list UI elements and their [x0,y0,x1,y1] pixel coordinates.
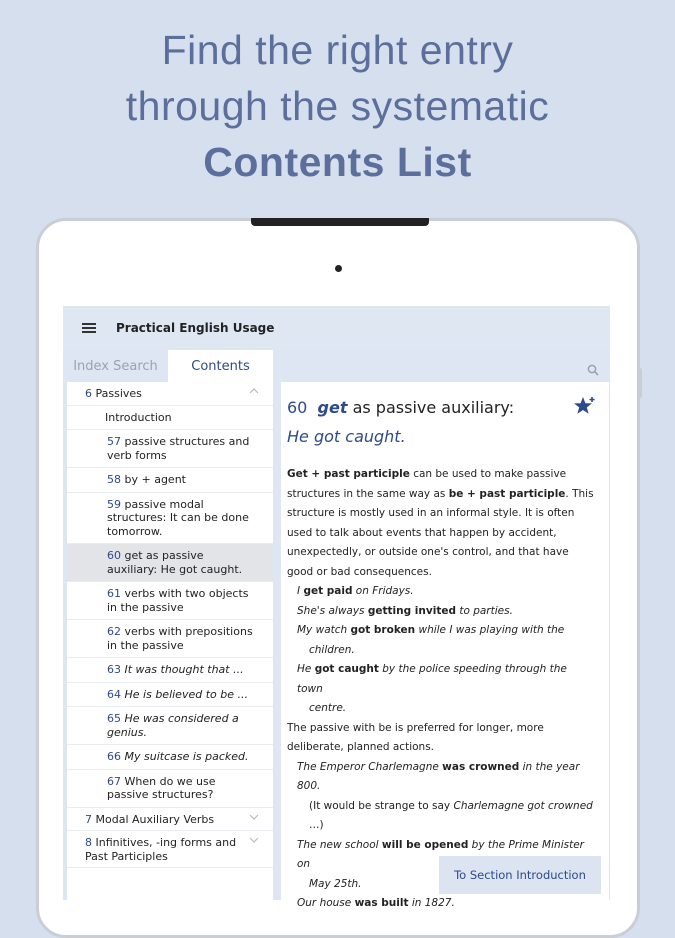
example-2 [287,602,595,622]
item-number: 64 [107,687,121,701]
item-label: It was thought that ... [124,663,244,676]
text: She's always [297,604,368,617]
bold-text: got broken [350,624,416,636]
section-number: 6 [85,387,92,400]
example-1 [287,582,595,602]
item-label: Introduction [105,410,172,424]
bold-text: get paid [303,585,353,597]
item-number: 58 [107,473,121,486]
contents-item-59[interactable] [67,493,273,545]
tablet-notch [251,218,429,226]
italic-text: Charlemagne got crowned [453,799,593,812]
entry-title [287,398,514,417]
tab-bar [63,350,273,382]
example-6-cont: May 25th. [309,877,362,890]
bold-text: was built [354,897,409,909]
section-intro-button[interactable]: To Section Introduction [439,856,601,894]
item-label: He was considered a genius. [107,712,239,739]
app-bar [63,306,610,350]
tab-index-search[interactable]: Index Search [63,350,168,382]
item-label: verbs with prepositions in the passive [107,625,253,652]
camera-icon [335,265,342,272]
tab-contents[interactable]: Contents [168,350,273,382]
bold-text: getting invited [367,604,456,617]
item-number: 65 [107,712,121,725]
contents-item-60-selected[interactable] [67,544,273,582]
entry-paragraph-1 [287,465,595,582]
chevron-down-icon[interactable] [249,837,259,843]
item-label: He is believed to be ... [124,687,248,701]
example-7 [287,894,595,914]
contents-section-6[interactable] [67,382,273,406]
contents-item-61[interactable] [67,582,273,620]
entry-panel [281,382,609,909]
chevron-up-icon[interactable] [249,388,259,394]
contents-item-66[interactable] [67,745,273,770]
text: on Fridays. [352,585,414,597]
chevron-down-icon[interactable] [249,814,259,820]
item-number: 63 [107,663,121,676]
section-number: 7 [85,812,92,826]
example-3 [287,621,595,641]
text: The Emperor Charlemagne [297,760,443,773]
app-title: Practical English Usage [116,321,275,335]
bold-text: will be opened [381,838,469,851]
text: in the year 800. [297,760,580,792]
item-label: get as passive auxiliary: He got caught. [107,549,243,576]
example-5-note [287,797,595,817]
text: He [297,663,315,675]
contents-item-62[interactable] [67,620,273,658]
item-label: My suitcase is packed. [124,750,249,763]
section-number: 8 [85,836,92,849]
example-4-cont: centre. [309,702,347,714]
section-label: Passives [95,387,142,400]
contents-item-63[interactable] [67,658,273,683]
item-number: 66 [107,750,121,763]
item-label: verbs with two objects in the passive [107,587,249,614]
headline-line-1: Find the right entry [161,27,514,73]
item-label: by + agent [124,473,186,486]
text: to parties. [455,604,513,617]
text: (It would be strange to say [309,799,454,812]
volume-button [638,368,642,398]
entry-number: 60 [287,398,308,417]
example-5 [287,758,595,797]
item-number: 67 [107,774,121,788]
entry-subtitle: He got caught. [287,427,406,446]
menu-icon[interactable] [82,321,96,335]
entry-paragraph-2: The passive with be is preferred for longer, more deliberate, planned actions. [287,721,544,753]
entry-word: get [317,398,348,417]
text: in 1827. [408,897,455,909]
contents-list [67,382,273,900]
section-label: Modal Auxiliary Verbs [95,812,215,826]
search-icon[interactable] [587,364,599,376]
text: while I was playing with the [415,624,565,636]
star-icon[interactable] [573,394,597,418]
item-number: 61 [107,587,121,600]
contents-item-65[interactable] [67,707,273,745]
item-label: When do we use passive structures? [107,774,216,801]
contents-item-67[interactable] [67,770,273,808]
bold-text: be + past participle [448,487,566,500]
example-4 [287,660,595,699]
app-screen [63,306,610,909]
text: . This structure is mostly used in an informal style. It is often used to talk about events that happen by accident, unexpectedly, or outside one's control, and that have good or bad consequences. [287,487,594,578]
example-3-cont: children. [309,643,355,656]
contents-item-64[interactable] [67,683,273,708]
contents-item-57[interactable] [67,430,273,468]
text: The new school [297,838,382,851]
item-number: 62 [107,625,121,638]
item-label: passive modal structures: It can be done tomorrow. [107,497,249,538]
item-number: 60 [107,549,121,562]
bold-text: was crowned [442,760,520,773]
contents-section-8[interactable] [67,831,273,868]
text: by the Prime Minister on [297,838,584,870]
entry-title-rest: as passive auxiliary: [352,398,515,417]
text: My watch [297,624,351,636]
text: Our house [297,897,355,909]
contents-item-58[interactable] [67,468,273,493]
contents-section-7[interactable] [67,808,273,832]
text: can be used to make passive structures in the same way as [287,468,567,500]
text: I [297,585,304,597]
text: by the police speeding through the town [297,663,567,695]
entry-body [287,465,595,914]
bold-text: got caught [314,663,379,675]
headline [0,22,675,190]
contents-item-introduction[interactable] [67,406,273,431]
bold-text: Get + past participle [287,468,410,480]
item-label: passive structures and verb forms [107,435,250,462]
headline-line-3: Contents List [203,139,472,185]
item-number: 59 [107,497,121,511]
section-label: Infinitives, -ing forms and Past Participles [85,836,237,863]
headline-line-2: through the systematic [125,83,550,129]
example-5-note-cont: …) [309,819,324,831]
item-number: 57 [107,435,121,448]
